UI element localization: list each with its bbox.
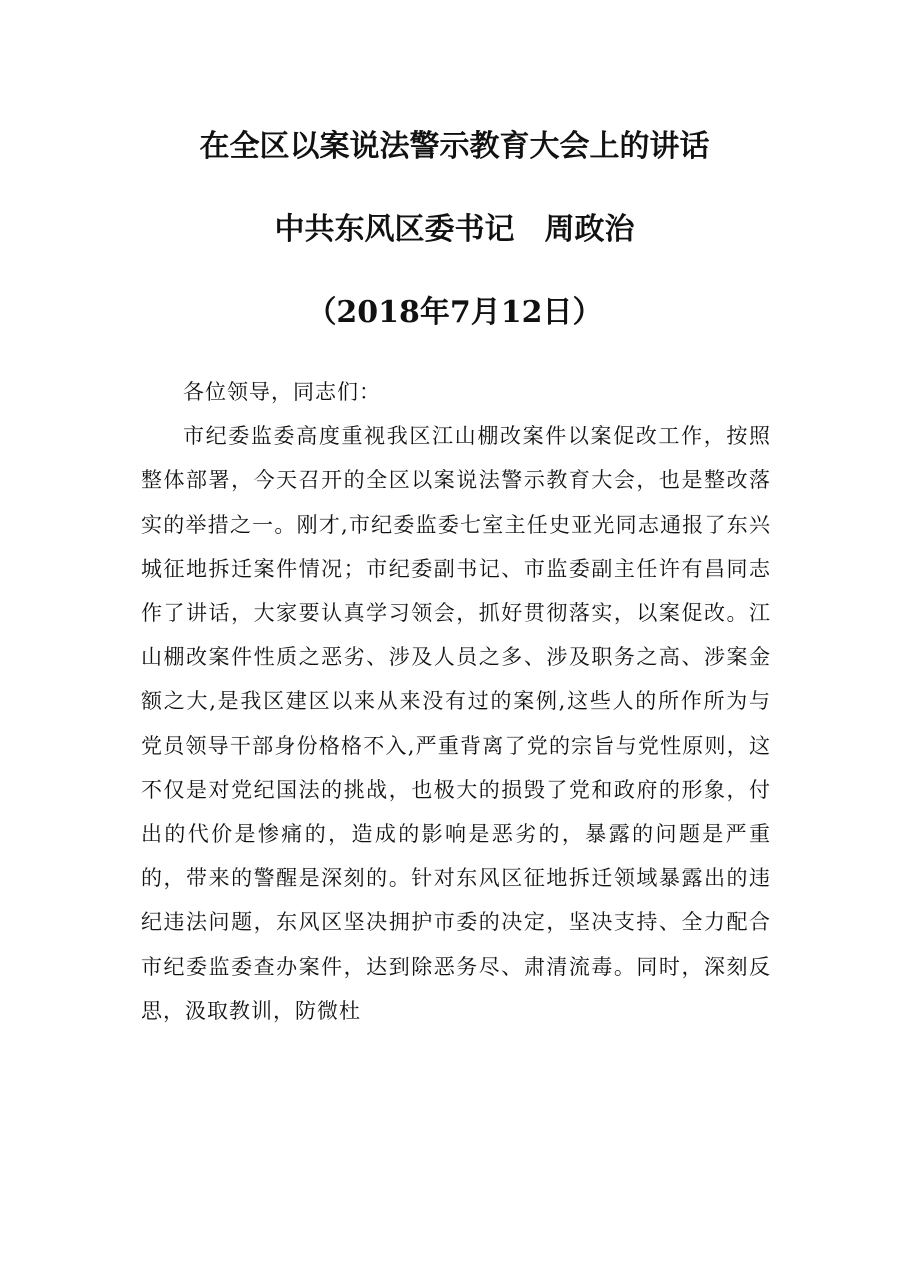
speech-date: （2018年7月12日） xyxy=(306,295,603,330)
document-title: 在全区以案说法警示教育大会上的讲话 xyxy=(199,129,710,164)
author-position: 中共东风区委书记 xyxy=(274,212,515,247)
body-paragraph: 市纪委监委高度重视我区江山棚改案件以案促改工作，按照整体部署，今天召开的全区以案说法警示教育大会，也是整改落实的举措之一。刚才,市纪委监委七室主任史亚光同志通报了东兴城征地拆迁案件情况；市纪委副书记、市监委副主任许有昌同志作了讲话，大家要认真学习领会，抓好贯彻落实，以案促改。江山棚改案件性质之恶劣、涉及人员之多、涉及职务之高、涉案金额之大,是我区建区以来从来没有过的案例,这些人的所作所为与党员领导干部身份格格不入,严重背离了党的宗旨与党性原则，这不仅是对党纪国法的挑战，也极大的损毁了党和政府的形象，付出的代价是惨痛的，造成的影响是恶劣的，暴露的问题是严重的，带来的警醒是深刻的。针对东风区征地拆迁领域暴露出的违纪违法问题，东风区坚决拥护市委的决定，坚决支持、全力配合市纪委监委查办案件，达到除恶务尽、肃清流毒。同时，深刻反思，汲取教训，防微杜 xyxy=(141,424,771,1023)
author-line xyxy=(0,210,909,250)
speech-body xyxy=(141,370,771,1033)
salutation: 各位领导，同志们： xyxy=(183,380,381,404)
author-name: 周政治 xyxy=(544,212,635,247)
